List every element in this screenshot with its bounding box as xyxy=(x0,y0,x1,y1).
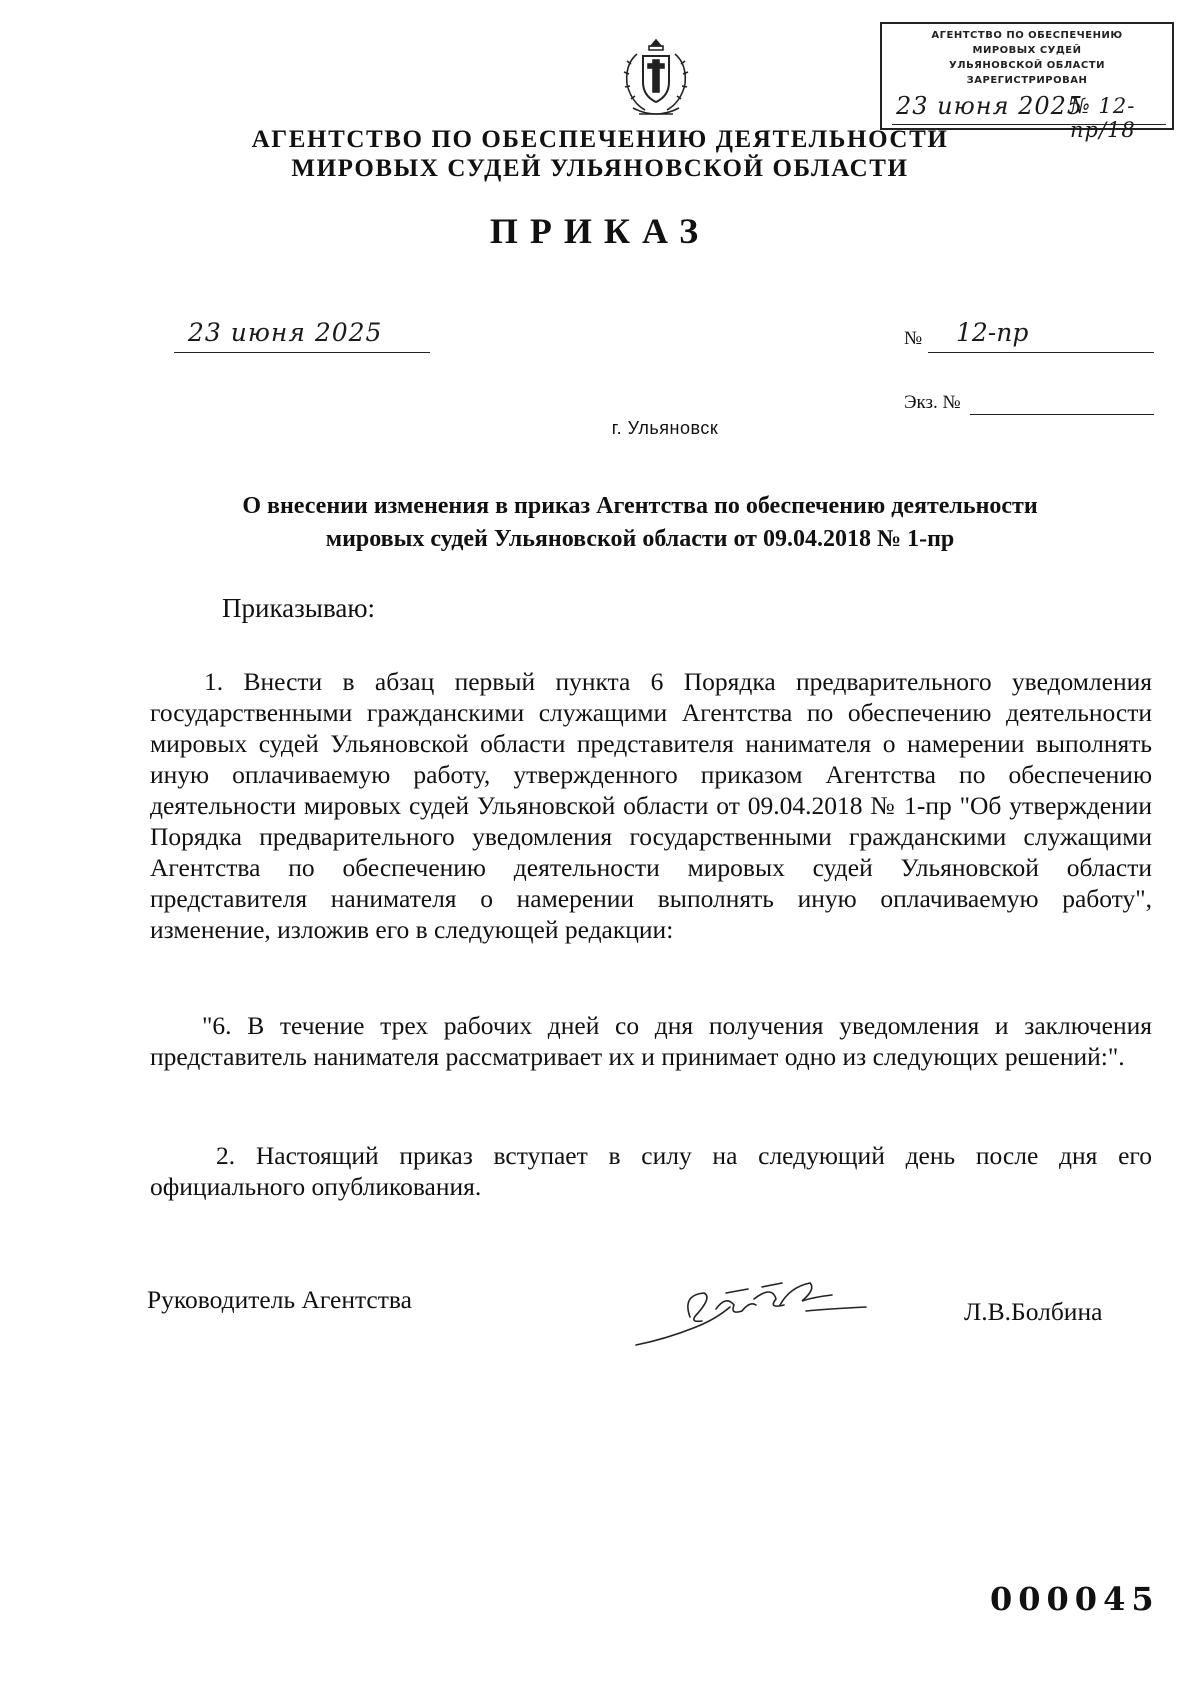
stamp-line-2: МИРОВЫХ СУДЕЙ xyxy=(972,45,1082,56)
stamp-underline xyxy=(892,124,1166,125)
handwritten-signature-icon xyxy=(630,1265,880,1355)
order-title-line1: О внесении изменения в приказ Агентства по обеспечению деятельности xyxy=(242,493,1038,519)
stamp-line-1: АГЕНТСТВО ПО ОБЕСПЕЧЕНИЮ xyxy=(931,30,1123,41)
paragraph-1: 1. Внести в абзац первый пункта 6 Порядка предварительного уведомления государственными гражданскими служащими Агентства по обеспечению деятельности мировых судей Ульяновской области представителя нанимателя о намерении выполнять иную оплачиваемую работу, утвержденного приказом Агентства по обеспечению деятельности мировых судей Ульяновской области от 09.04.2018 № 1-пр "Об утверждении Порядка предварительного уведомления государственными гражданскими служащими Агентства по обеспечению деятельности мировых судей Ульяновской области представителя нанимателя о намерении выполнять иную оплачиваемую работу", изменение, изложив его в следующей редакции: xyxy=(150,667,1152,944)
signatory-role: Руководитель Агентства xyxy=(147,1285,412,1314)
paragraph-2: 2. Настоящий приказ вступает в силу на следующий день после дня его официального опубликования. xyxy=(150,1141,1152,1201)
document-serial-number: 000045 xyxy=(990,1580,1160,1618)
copy-number-label: Экз. № xyxy=(904,392,961,413)
agency-name-line1: АГЕНТСТВО ПО ОБЕСПЕЧЕНИЮ ДЕЯТЕЛЬНОСТИ xyxy=(251,126,949,153)
registration-stamp xyxy=(880,22,1174,142)
city-name: г. Ульяновск xyxy=(611,418,719,438)
quoted-amendment: "6. В течение трех рабочих дней со дня получения уведомления и заключения представитель нанимателя рассматривает их и принимает одно из следующих решений:". xyxy=(150,1011,1152,1071)
stamp-date-handwritten: 23 июня 2025 xyxy=(896,92,1084,120)
number-field xyxy=(928,318,1154,353)
stamp-line-4: ЗАРЕГИСТРИРОВАН xyxy=(966,75,1088,86)
order-directive: Приказываю: xyxy=(222,593,375,623)
order-title-line2: мировых судей Ульяновской области от 09.04.2018 № 1-пр xyxy=(325,526,955,552)
coat-of-arms-icon xyxy=(613,36,699,122)
date-handwritten: 23 июня 2025 xyxy=(188,318,383,347)
stamp-number-handwritten: № 12-пр/18 xyxy=(1070,94,1136,142)
signatory-name: Л.В.Болбина xyxy=(964,1297,1103,1326)
number-label: № xyxy=(904,328,923,349)
number-handwritten: 12-пр xyxy=(956,318,1029,347)
stamp-line-3: УЛЬЯНОВСКОЙ ОБЛАСТИ xyxy=(949,60,1105,71)
document-type-heading: ПРИКАЗ xyxy=(489,211,711,251)
agency-name-line2: МИРОВЫХ СУДЕЙ УЛЬЯНОВСКОЙ ОБЛАСТИ xyxy=(291,155,909,182)
copy-number-field xyxy=(970,392,1154,415)
date-field xyxy=(174,318,430,353)
